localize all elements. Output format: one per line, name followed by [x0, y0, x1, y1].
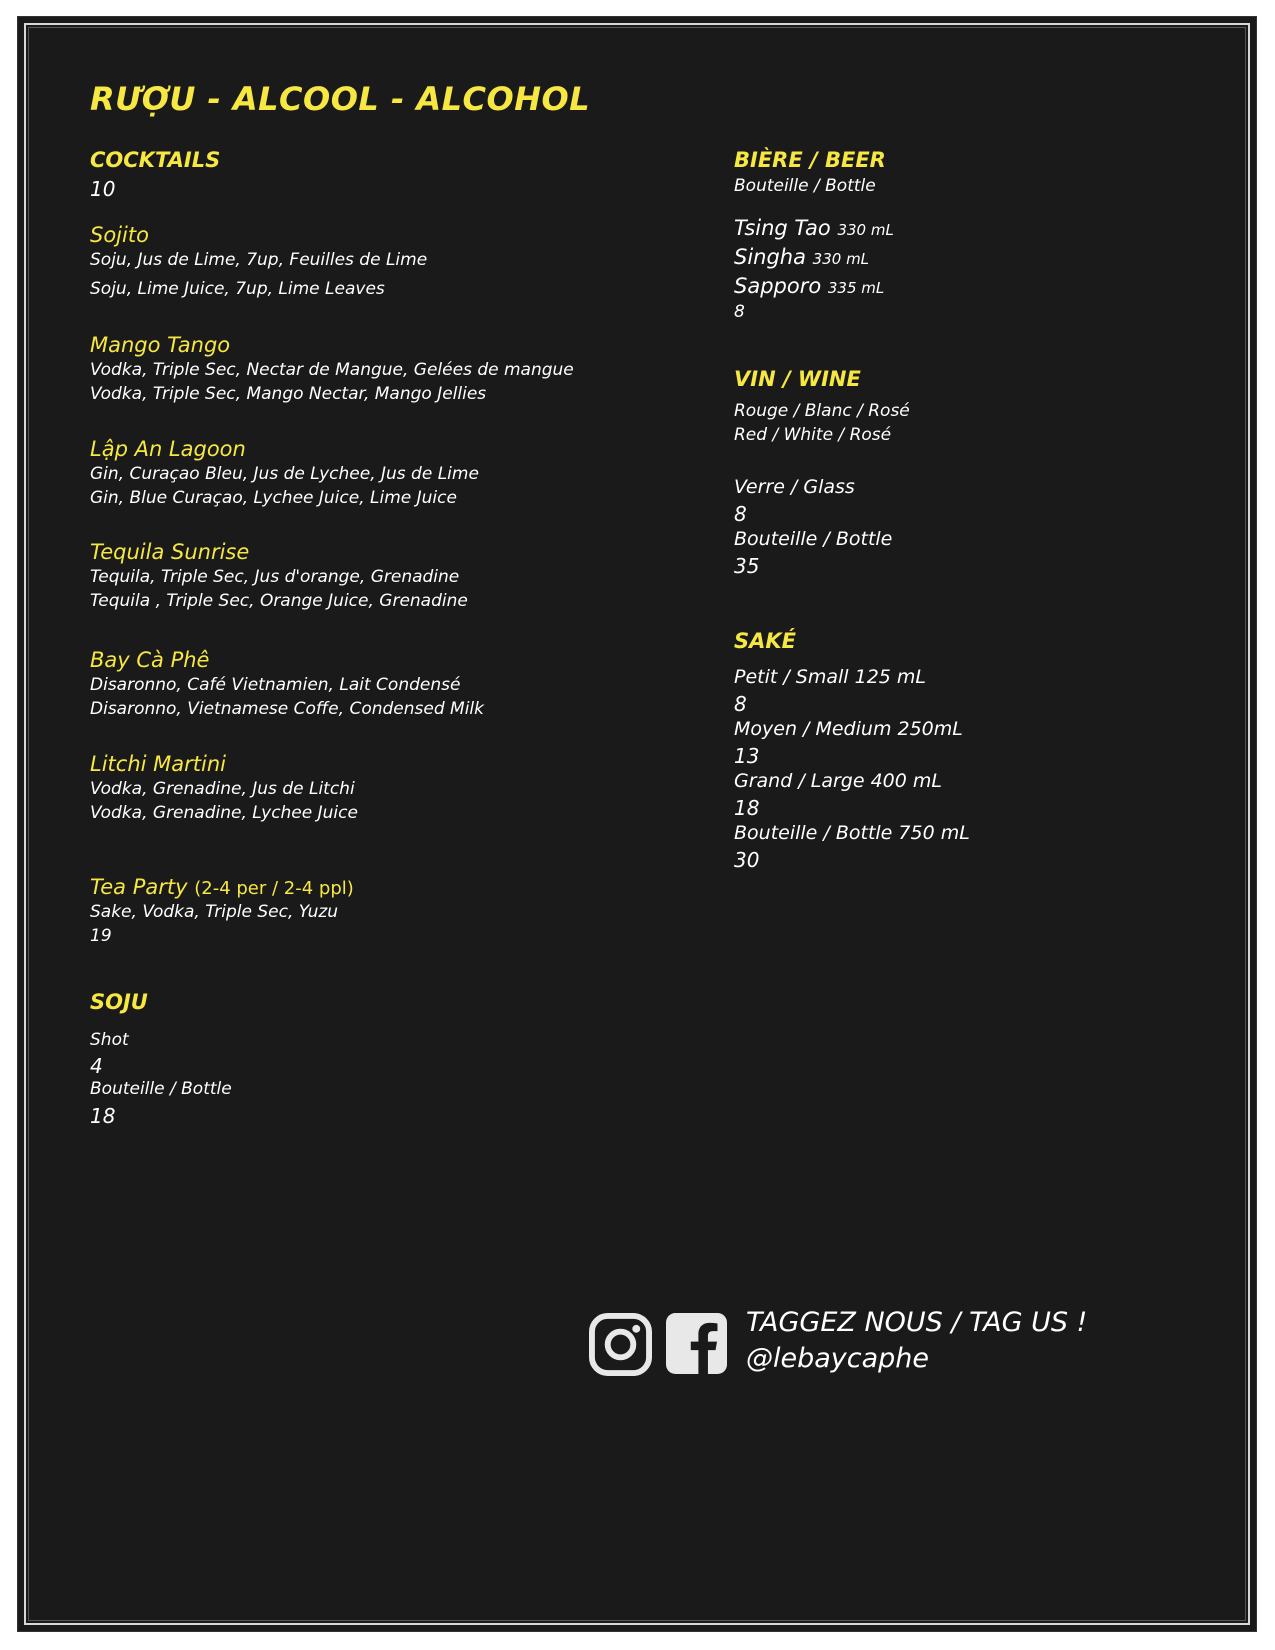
tea-party-price: 19: [90, 926, 112, 946]
beer-volume: 335 mL: [827, 279, 885, 297]
tea-party-name: Tea Party: [90, 875, 188, 899]
wine-glass-label: Verre / Glass: [734, 476, 855, 498]
beer-volume: 330 mL: [812, 250, 870, 268]
wine-heading: VIN / WINE: [734, 367, 861, 391]
soju-shot-label: Shot: [90, 1030, 129, 1050]
wine-types-fr: Rouge / Blanc / Rosé: [734, 401, 910, 421]
cocktail-name: Mango Tango: [90, 333, 231, 357]
instagram-icon[interactable]: [589, 1313, 652, 1376]
cocktail-desc-fr: Gin, Curaçao Bleu, Jus de Lychee, Jus de Lime: [90, 464, 479, 484]
tag-us-text: TAGGEZ NOUS / TAG US !: [746, 1307, 1088, 1338]
sake-heading: SAKÉ: [734, 629, 796, 653]
cocktail-desc-en: Disaronno, Vietnamese Coffe, Condensed Milk: [90, 699, 484, 719]
cocktail-name: Lập An Lagoon: [90, 437, 246, 461]
beer-name: Singha: [734, 245, 806, 269]
soju-bottle-price: 18: [90, 1104, 116, 1128]
wine-glass-price: 8: [734, 502, 747, 526]
tea-party-serving: (2-4 per / 2-4 ppl): [194, 878, 354, 899]
facebook-icon[interactable]: [666, 1313, 727, 1374]
beer-item: [734, 216, 894, 240]
wine-types-en: Red / White / Rosé: [734, 425, 892, 445]
cocktail-desc-en: Vodka, Grenadine, Lychee Juice: [90, 803, 358, 823]
beer-item: [734, 245, 869, 269]
sake-size-price: 18: [734, 796, 760, 820]
cocktail-desc-fr: Vodka, Triple Sec, Nectar de Mangue, Gelées de mangue: [90, 360, 574, 380]
soju-bottle-label: Bouteille / Bottle: [90, 1079, 232, 1099]
sake-size-price: 13: [734, 744, 760, 768]
soju-heading: SOJU: [90, 990, 148, 1014]
beer-name: Sapporo: [734, 274, 822, 298]
cocktail-desc-en: Tequila , Triple Sec, Orange Juice, Grenadine: [90, 591, 468, 611]
wine-bottle-price: 35: [734, 554, 760, 578]
beer-heading: BIÈRE / BEER: [734, 148, 886, 172]
beer-name: Tsing Tao: [734, 216, 831, 240]
beer-item: [734, 274, 884, 298]
cocktail-desc-en: Gin, Blue Curaçao, Lychee Juice, Lime Juice: [90, 488, 457, 508]
beer-price: 8: [734, 302, 745, 322]
cocktail-name: Litchi Martini: [90, 752, 226, 776]
cocktail-name: Bay Cà Phê: [90, 648, 210, 672]
cocktail-name: Sojito: [90, 223, 149, 247]
cocktail-desc-en: Vodka, Triple Sec, Mango Nectar, Mango Jellies: [90, 384, 487, 404]
wine-bottle-label: Bouteille / Bottle: [734, 528, 893, 550]
cocktails-heading: COCKTAILS: [90, 148, 221, 172]
tea-party-title: [90, 875, 354, 899]
sake-size-price: 8: [734, 692, 747, 716]
page-title: RƯỢU - ALCOOL - ALCOHOL: [90, 80, 591, 118]
beer-volume: 330 mL: [837, 221, 894, 239]
sake-size-label: Petit / Small 125 mL: [734, 666, 927, 688]
sake-size-label: Grand / Large 400 mL: [734, 770, 942, 792]
beer-subheading: Bouteille / Bottle: [734, 176, 876, 196]
sake-size-price: 30: [734, 848, 760, 872]
cocktail-desc-fr: Tequila, Triple Sec, Jus d'orange, Grenadine: [90, 567, 460, 587]
sake-size-label: Bouteille / Bottle 750 mL: [734, 822, 970, 844]
cocktails-price: 10: [90, 177, 116, 201]
soju-shot-price: 4: [90, 1054, 103, 1078]
cocktail-desc-fr: Disaronno, Café Vietnamien, Lait Condensé: [90, 675, 461, 695]
tea-party-desc: Sake, Vodka, Triple Sec, Yuzu: [90, 902, 339, 922]
cocktail-desc-en: Soju, Lime Juice, 7up, Lime Leaves: [90, 279, 385, 299]
sake-size-label: Moyen / Medium 250mL: [734, 718, 963, 740]
cocktail-desc-fr: Soju, Jus de Lime, 7up, Feuilles de Lime: [90, 250, 428, 270]
social-handle[interactable]: @lebaycaphe: [746, 1343, 930, 1374]
cocktail-desc-fr: Vodka, Grenadine, Jus de Litchi: [90, 779, 355, 799]
cocktail-name: Tequila Sunrise: [90, 540, 250, 564]
